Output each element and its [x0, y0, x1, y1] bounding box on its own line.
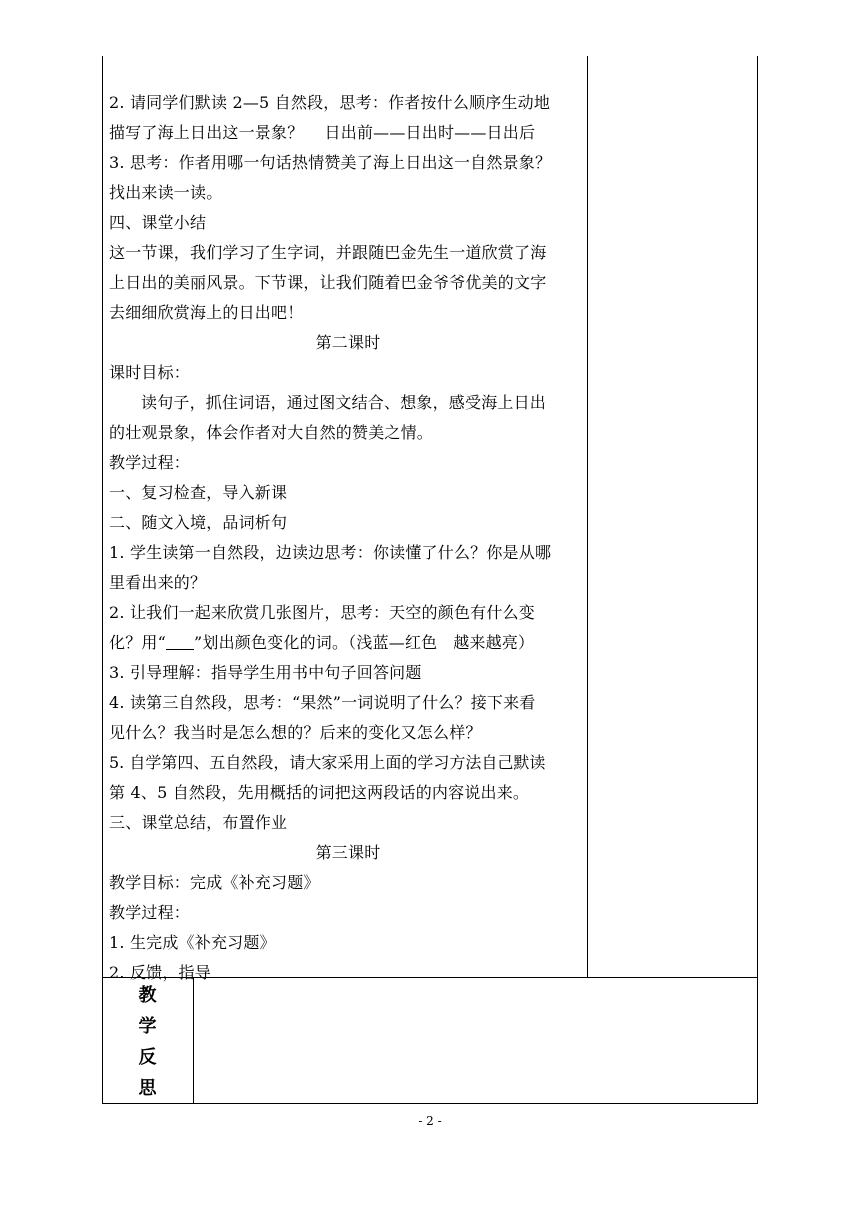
reflection-header — [102, 980, 193, 1104]
reflection-column-divider — [193, 977, 194, 1104]
reflection-char: 学 — [138, 1016, 157, 1037]
lesson-period-title: 第三课时 — [315, 843, 381, 862]
section-heading: 二、随文入境，品词析句 — [109, 513, 288, 532]
text-line: 找出来读一读。 — [109, 183, 223, 202]
text-line: 描写了海上日出这一景象？ 日出前——日出时——日出后 — [109, 123, 536, 142]
text-fragment: ”划出颜色变化的词。（浅蓝—红色 越来越亮） — [193, 633, 535, 652]
text-line: 课时目标： — [109, 363, 191, 382]
reflection-char: 反 — [138, 1047, 157, 1068]
text-line — [109, 628, 587, 658]
text-line: 2. 请同学们默读 2—5 自然段，思考：作者按什么顺序生动地 — [109, 93, 551, 112]
text-line: 去细细欣赏海上的日出吧！ — [109, 303, 304, 322]
text-line: 这一节课，我们学习了生字词，并跟随巴金先生一道欣赏了海 — [109, 243, 547, 262]
table-column-divider — [587, 56, 588, 978]
text-line: 上日出的美丽风景。下节课，让我们随着巴金爷爷优美的文字 — [109, 273, 547, 292]
text-line: 里看出来的？ — [109, 573, 207, 592]
text-fragment: 化？用“ — [109, 633, 166, 652]
text-line: 4. 读第三自然段，思考：“果然”一词说明了什么？接下来看 — [109, 693, 536, 712]
text-line: 教学过程： — [109, 903, 191, 922]
text-line: 教学目标：完成《补充习题》 — [109, 873, 320, 892]
text-line: 教学过程： — [109, 453, 191, 472]
lesson-period-title: 第二课时 — [315, 333, 381, 352]
lesson-content — [109, 88, 587, 988]
text-line: 5. 自学第四、五自然段，请大家采用上面的学习方法自己默读 — [109, 753, 546, 772]
section-heading: 一、复习检查，导入新课 — [109, 483, 288, 502]
section-heading: 三、课堂总结，布置作业 — [109, 813, 288, 832]
text-line: 第 4、5 自然段，先用概括的词把这两段话的内容说出来。 — [109, 783, 530, 802]
text-line: 的壮观景象，体会作者对大自然的赞美之情。 — [109, 423, 434, 442]
text-line: 3. 引导理解：指导学生用书中句子回答问题 — [109, 663, 422, 682]
text-line: 1. 生完成《补充习题》 — [109, 933, 276, 952]
reflection-char: 教 — [138, 985, 157, 1006]
reflection-table — [102, 977, 758, 1104]
text-line: 3. 思考：作者用哪一句话热情赞美了海上日出这一自然景象？ — [109, 153, 552, 172]
text-line: 2. 反馈，指导 — [109, 963, 211, 982]
page-number: - 2 - — [418, 1114, 442, 1128]
reflection-char: 思 — [138, 1078, 157, 1099]
text-line: 见什么？我当时是怎么想的？后来的变化又怎么样？ — [109, 723, 482, 742]
text-line: 2. 让我们一起来欣赏几张图片，思考：天空的颜色有什么变 — [109, 603, 535, 622]
text-line: 读句子，抓住词语，通过图文结合、想象，感受海上日出 — [141, 393, 547, 412]
section-heading: 四、课堂小结 — [109, 213, 207, 232]
text-line: 1. 学生读第一自然段，边读边思考：你读懂了什么？你是从哪 — [109, 543, 552, 562]
fill-blank-underline — [166, 633, 194, 650]
